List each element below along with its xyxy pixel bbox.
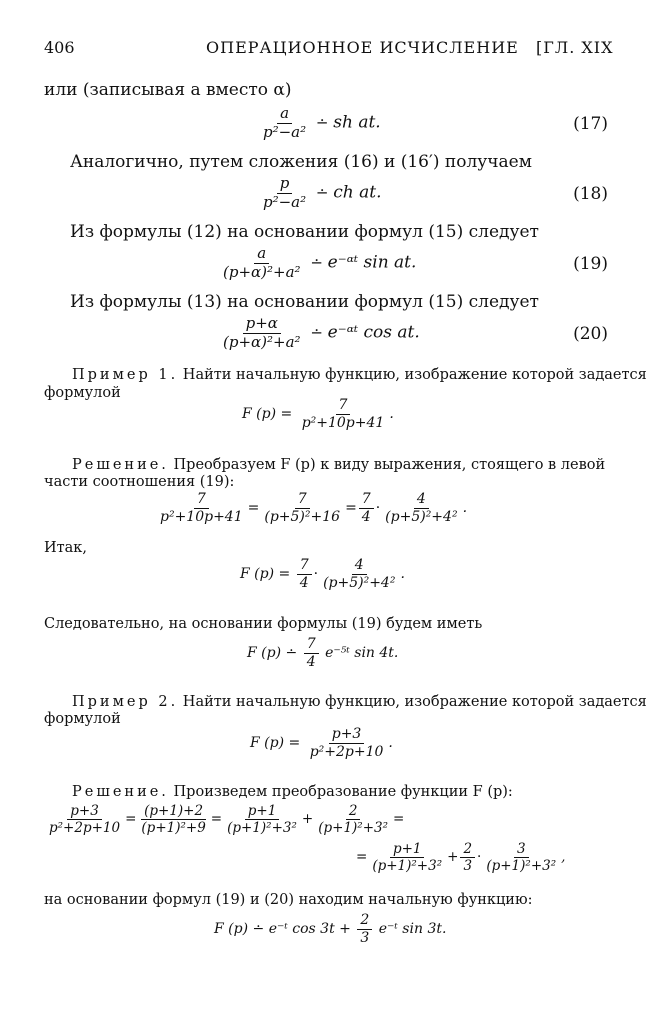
- sol1-f1-den: p²+10p+41: [160, 508, 243, 525]
- itak-a-den: 4: [299, 574, 309, 591]
- example-1-line-2: формулой: [44, 385, 121, 401]
- final-rhs: e⁻ᵗ sin 3t.: [378, 921, 447, 938]
- formula-17: $\frac{a}{\text{p²−a²}}$ ∸ sh at.: [258, 106, 381, 141]
- ex2-den: p²+2p+10: [309, 743, 384, 760]
- text-final: на основании формул (19) и (20) находим начальную функцию:: [44, 892, 533, 908]
- sol2a-a-num: p+3: [67, 804, 102, 820]
- eq17-num: a: [277, 106, 292, 124]
- text-line-4: Из формулы (13) на основании формул (15) следует: [70, 292, 539, 312]
- ex2-lhs: F (p) =: [250, 735, 301, 752]
- eq20-den: (p+α)²+a²: [223, 332, 301, 351]
- final-mid: e⁻ᵗ cos 3t +: [268, 921, 351, 938]
- final-f-num: 2: [357, 913, 372, 930]
- eq19-rhs: e⁻ᵅᵗ sin at.: [327, 252, 417, 273]
- sol2a-c-den: (p+1)²+3²: [227, 820, 297, 837]
- eq19-num: a: [254, 246, 269, 264]
- sol2a-d-den: (p+1)²+3²: [318, 820, 389, 837]
- sol2b-a-num: p+1: [390, 842, 425, 858]
- eq19-den: (p+α)²+a²: [223, 262, 301, 281]
- running-title: ОПЕРАЦИОННОЕ ИСЧИСЛЕНИЕ: [206, 38, 519, 57]
- example-1-label: Пример 1.: [72, 367, 179, 383]
- sol2b-a-den: (p+1)²+3²: [372, 858, 443, 875]
- sol2a-b-den: (p+1)²+9: [141, 820, 206, 837]
- formula-19: $\frac{a}{\text{(p+α)²+a²}}$ ∸ e⁻ᵅᵗ sin at.: [218, 246, 416, 281]
- sol2a-c-num: p+1: [245, 804, 280, 820]
- example-2-line-1: [72, 694, 647, 710]
- itak-b-den: (p+5)²+4²: [323, 574, 396, 591]
- formula-20: $\frac{p+\alpha}{\text{(p+α)²+a²}}$ ∸ e⁻ᵅᵗ cos at.: [218, 316, 420, 351]
- conseq-c-den: 4: [306, 653, 316, 670]
- final-f-den: 3: [360, 929, 370, 946]
- solution-1-text: Преобразуем F (p) к виду выражения, стоящего в левой: [173, 457, 606, 473]
- text-consequently: Следовательно, на основании формулы (19) будем иметь: [44, 616, 483, 632]
- solution-2-label: Решение.: [72, 784, 169, 800]
- text-line-3: Из формулы (12) на основании формул (15) следует: [70, 222, 539, 242]
- ex1-end: .: [389, 406, 394, 423]
- page-number: 406: [44, 38, 75, 57]
- example-2-text: Найти начальную функцию, изображение которой задается: [182, 694, 647, 710]
- formula-example-1: [242, 398, 394, 430]
- ex1-den: p²+10p+41: [301, 414, 385, 431]
- text-line-2: Аналогично, путем сложения (16) и (16′) получаем: [70, 152, 532, 172]
- sol2a-b-num: (p+1)+2: [141, 804, 206, 820]
- formula-final: F (p) ∸ e⁻ᵗ cos 3t + $\frac{2}{3}$ e⁻ᵗ sin 3t.: [214, 912, 447, 946]
- sol2b-b-num: 2: [460, 842, 475, 858]
- example-2-line-2: формулой: [44, 711, 121, 727]
- formula-solution-1: $\frac{7}{\text{p²+10p+41}}$ = $\frac{7}{\text{(p+5)²+16}}$ = $\frac{7}{4}$ · $\frac{4}{\text{(p+5)²+4²}}$ .: [155, 492, 467, 524]
- sol1-f2-den: (p+5)²+16: [264, 508, 341, 525]
- ex1-num: 7: [336, 398, 351, 415]
- eq20-rhs: e⁻ᵅᵗ cos at.: [327, 322, 420, 343]
- ex2-end: .: [388, 735, 393, 752]
- ex1-lhs: F (p) =: [242, 406, 293, 423]
- conseq-rhs: e⁻⁵ᵗ sin 4t.: [325, 645, 399, 662]
- eq-number-18: (18): [573, 184, 608, 204]
- sol1-f3-den: 4: [361, 508, 371, 525]
- final-lhs: F (p): [214, 921, 249, 938]
- chapter-label: [ГЛ. XIX: [536, 38, 614, 57]
- sol1-f3-num: 7: [359, 492, 374, 509]
- sol1-f4-den: (p+5)²+4²: [385, 508, 458, 525]
- eq18-den: p²−a²: [263, 192, 307, 211]
- conseq-c-num: 7: [304, 637, 319, 654]
- eq-number-17: (17): [573, 114, 608, 134]
- formula-solution-2a: $\frac{p+3}{\text{p²+2p+10}}$ = $\frac{(p+1)+2}{\text{(p+1)²+9}}$ = $\frac{p+1}{\text{(p+1)²+3²}}$ + $\frac{2}{\text{(p+1)²+3²}}$ =: [44, 804, 404, 835]
- example-2-label: Пример 2.: [72, 694, 179, 710]
- eq17-den: p²−a²: [263, 122, 307, 141]
- eq-number-19: (19): [573, 254, 608, 274]
- sol2b-b-den: 3: [463, 858, 473, 875]
- eq18-rhs: ch at.: [333, 182, 382, 203]
- formula-itak: F (p) = $\frac{7}{4}$ · $\frac{4}{\text{(p+5)²+4²}}$ .: [240, 557, 405, 591]
- sol2b-c-den: (p+1)²+3²: [486, 858, 557, 875]
- sol1-f2-num: 7: [295, 492, 310, 509]
- eq20-num: p+α: [243, 316, 281, 334]
- sol2a-a-den: p²+2p+10: [49, 820, 121, 837]
- solution-1-line-1: [72, 457, 605, 473]
- conseq-lhs: F (p): [247, 645, 282, 662]
- solution-2-line-1: [72, 784, 513, 800]
- itak-b-num: 4: [352, 558, 367, 575]
- eq-number-20: (20): [573, 324, 608, 344]
- ex2-num: p+3: [329, 727, 365, 744]
- itak-lhs: F (p) =: [240, 566, 291, 583]
- eq18-num: p: [277, 176, 293, 194]
- solution-2-text: Произведем преобразование функции F (p):: [173, 784, 513, 800]
- text-line-1: или (записывая a вместо α): [44, 80, 292, 100]
- text-itak: Итак,: [44, 540, 87, 556]
- sol1-end: .: [462, 500, 468, 517]
- example-1-line-1: [72, 367, 647, 383]
- sol2a-d-num: 2: [346, 804, 361, 820]
- formula-example-2: [250, 727, 393, 759]
- sol1-f1-num: 7: [194, 492, 209, 509]
- eq17-rhs: sh at.: [333, 112, 381, 133]
- sol2b-end: ,: [561, 849, 566, 866]
- sol1-f4-num: 4: [414, 492, 429, 509]
- solution-1-label: Решение.: [72, 457, 169, 473]
- itak-end: .: [400, 566, 405, 583]
- formula-consequently: F (p) ∸ $\frac{7}{4}$ e⁻⁵ᵗ sin 4t.: [247, 636, 399, 670]
- formula-solution-2b: = $\frac{p+1}{\text{(p+1)²+3²}}$ + $\frac{2}{3}$ · $\frac{3}{\text{(p+1)²+3²}}$ ,: [356, 841, 566, 875]
- example-1-text: Найти начальную функцию, изображение которой задается: [182, 367, 647, 383]
- sol2b-c-num: 3: [514, 842, 529, 858]
- itak-a-num: 7: [297, 558, 312, 575]
- formula-18: $\frac{p}{\text{p²−a²}}$ ∸ ch at.: [258, 176, 382, 211]
- solution-1-line-2: части соотношения (19):: [44, 474, 235, 490]
